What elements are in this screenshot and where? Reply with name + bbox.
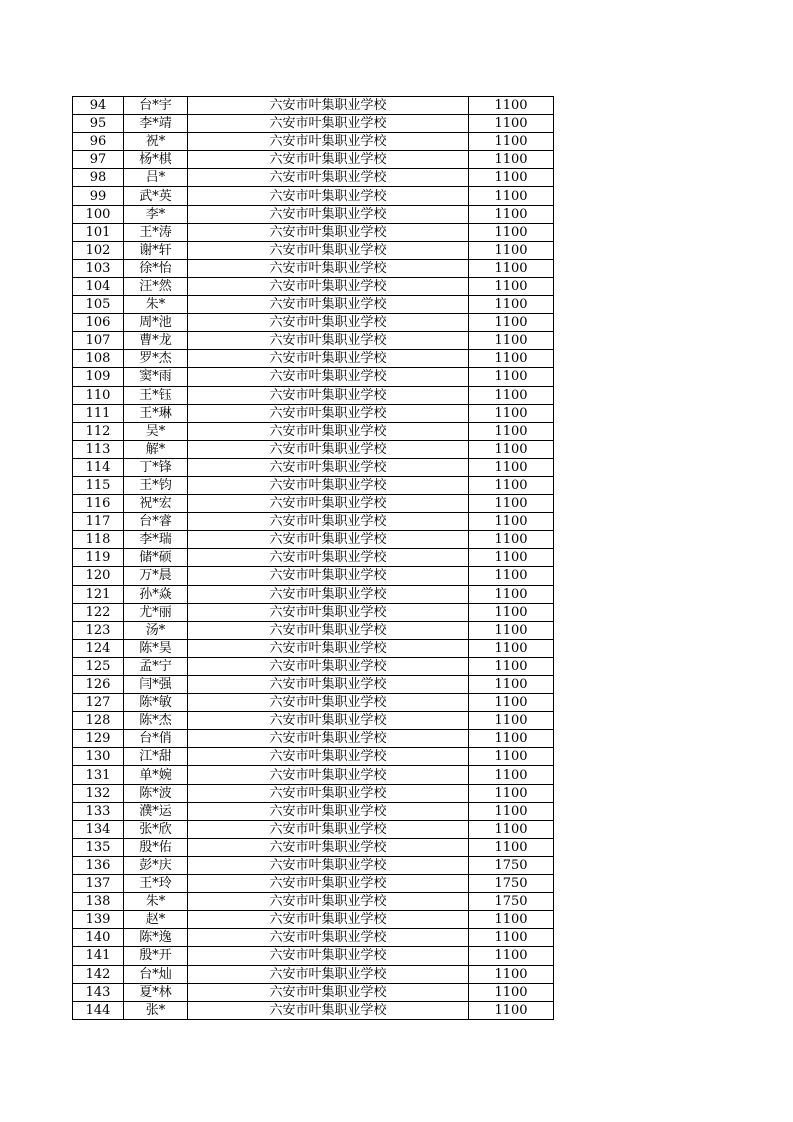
cell-name: 孟*宁 [124, 657, 188, 675]
cell-school: 六安市叶集职业学校 [188, 947, 469, 965]
cell-number: 110 [73, 386, 124, 404]
table-row [73, 730, 554, 748]
cell-amount: 1100 [469, 657, 554, 675]
cell-school: 六安市叶集职业学校 [188, 169, 469, 187]
cell-school: 六安市叶集职业学校 [188, 965, 469, 983]
table-row [73, 802, 554, 820]
cell-number: 136 [73, 856, 124, 874]
cell-name: 吴* [124, 422, 188, 440]
cell-amount: 1100 [469, 513, 554, 531]
cell-name: 陈*昊 [124, 639, 188, 657]
table-row [73, 676, 554, 694]
table-row [73, 440, 554, 458]
cell-amount: 1100 [469, 802, 554, 820]
cell-name: 徐*怡 [124, 259, 188, 277]
cell-school: 六安市叶集职业学校 [188, 404, 469, 422]
cell-number: 131 [73, 766, 124, 784]
table-row [73, 838, 554, 856]
cell-school: 六安市叶集职业学校 [188, 585, 469, 603]
table-row [73, 784, 554, 802]
cell-amount: 1100 [469, 549, 554, 567]
cell-school: 六安市叶集职业学校 [188, 531, 469, 549]
cell-school: 六安市叶集职业学校 [188, 621, 469, 639]
cell-number: 107 [73, 332, 124, 350]
cell-name: 尤*丽 [124, 603, 188, 621]
cell-amount: 1100 [469, 169, 554, 187]
table-row [73, 495, 554, 513]
table-row [73, 694, 554, 712]
cell-amount: 1100 [469, 621, 554, 639]
cell-name: 单*婉 [124, 766, 188, 784]
cell-amount: 1100 [469, 929, 554, 947]
cell-number: 96 [73, 133, 124, 151]
cell-name: 武*英 [124, 187, 188, 205]
cell-name: 陈*敏 [124, 694, 188, 712]
cell-amount: 1100 [469, 639, 554, 657]
cell-school: 六安市叶集职业学校 [188, 712, 469, 730]
cell-name: 万*晨 [124, 567, 188, 585]
cell-number: 105 [73, 296, 124, 314]
table-row [73, 223, 554, 241]
subsidy-table [72, 96, 554, 1020]
cell-name: 祝*宏 [124, 495, 188, 513]
cell-name: 汤* [124, 621, 188, 639]
cell-number: 109 [73, 368, 124, 386]
cell-amount: 1100 [469, 350, 554, 368]
cell-number: 113 [73, 440, 124, 458]
cell-name: 王*钰 [124, 386, 188, 404]
cell-name: 殷*开 [124, 947, 188, 965]
table-row [73, 657, 554, 675]
cell-school: 六安市叶集职业学校 [188, 368, 469, 386]
cell-name: 朱* [124, 893, 188, 911]
cell-name: 王*钧 [124, 476, 188, 494]
cell-number: 139 [73, 911, 124, 929]
cell-school: 六安市叶集职业学校 [188, 151, 469, 169]
cell-number: 138 [73, 893, 124, 911]
cell-number: 124 [73, 639, 124, 657]
cell-name: 彭*庆 [124, 856, 188, 874]
cell-amount: 1750 [469, 893, 554, 911]
cell-amount: 1100 [469, 259, 554, 277]
table-row [73, 639, 554, 657]
cell-amount: 1100 [469, 531, 554, 549]
cell-school: 六安市叶集职业学校 [188, 476, 469, 494]
cell-school: 六安市叶集职业学校 [188, 694, 469, 712]
cell-name: 窦*雨 [124, 368, 188, 386]
cell-amount: 1100 [469, 440, 554, 458]
cell-amount: 1100 [469, 223, 554, 241]
table-row [73, 187, 554, 205]
cell-number: 137 [73, 875, 124, 893]
cell-school: 六安市叶集职业学校 [188, 277, 469, 295]
cell-number: 120 [73, 567, 124, 585]
cell-number: 132 [73, 784, 124, 802]
table-row [73, 151, 554, 169]
cell-school: 六安市叶集职业学校 [188, 259, 469, 277]
table-row [73, 476, 554, 494]
cell-number: 130 [73, 748, 124, 766]
cell-number: 116 [73, 495, 124, 513]
table-row [73, 549, 554, 567]
table-row [73, 513, 554, 531]
cell-school: 六安市叶集职业学校 [188, 133, 469, 151]
cell-school: 六安市叶集职业学校 [188, 983, 469, 1001]
cell-number: 144 [73, 1001, 124, 1019]
cell-amount: 1100 [469, 476, 554, 494]
table-row [73, 404, 554, 422]
cell-amount: 1100 [469, 694, 554, 712]
table-row [73, 820, 554, 838]
cell-name: 丁*锋 [124, 458, 188, 476]
cell-amount: 1100 [469, 585, 554, 603]
cell-amount: 1100 [469, 784, 554, 802]
cell-number: 125 [73, 657, 124, 675]
cell-amount: 1100 [469, 241, 554, 259]
cell-number: 114 [73, 458, 124, 476]
cell-name: 张*欣 [124, 820, 188, 838]
cell-name: 罗*杰 [124, 350, 188, 368]
table-row [73, 947, 554, 965]
table-row [73, 241, 554, 259]
cell-school: 六安市叶集职业学校 [188, 820, 469, 838]
cell-name: 王*玲 [124, 875, 188, 893]
cell-school: 六安市叶集职业学校 [188, 350, 469, 368]
cell-amount: 1100 [469, 1001, 554, 1019]
cell-school: 六安市叶集职业学校 [188, 422, 469, 440]
cell-amount: 1100 [469, 97, 554, 115]
cell-amount: 1100 [469, 911, 554, 929]
table-row [73, 893, 554, 911]
cell-school: 六安市叶集职业学校 [188, 187, 469, 205]
cell-amount: 1100 [469, 205, 554, 223]
cell-name: 李*瑞 [124, 531, 188, 549]
table-row [73, 115, 554, 133]
table-row [73, 296, 554, 314]
cell-name: 吕* [124, 169, 188, 187]
table-row [73, 259, 554, 277]
cell-amount: 1100 [469, 368, 554, 386]
table-row [73, 368, 554, 386]
table-row [73, 621, 554, 639]
cell-school: 六安市叶集职业学校 [188, 549, 469, 567]
cell-school: 六安市叶集职业学校 [188, 241, 469, 259]
cell-amount: 1100 [469, 712, 554, 730]
cell-number: 122 [73, 603, 124, 621]
cell-amount: 1100 [469, 567, 554, 585]
cell-amount: 1100 [469, 386, 554, 404]
cell-school: 六安市叶集职业学校 [188, 603, 469, 621]
cell-name: 陈*波 [124, 784, 188, 802]
table-row [73, 911, 554, 929]
table-row [73, 277, 554, 295]
cell-number: 112 [73, 422, 124, 440]
cell-number: 101 [73, 223, 124, 241]
cell-number: 140 [73, 929, 124, 947]
cell-name: 闫*强 [124, 676, 188, 694]
cell-school: 六安市叶集职业学校 [188, 748, 469, 766]
table-row [73, 386, 554, 404]
cell-number: 128 [73, 712, 124, 730]
table-row [73, 856, 554, 874]
cell-school: 六安市叶集职业学校 [188, 929, 469, 947]
cell-amount: 1750 [469, 856, 554, 874]
cell-amount: 1750 [469, 875, 554, 893]
cell-name: 夏*林 [124, 983, 188, 1001]
cell-number: 142 [73, 965, 124, 983]
cell-school: 六安市叶集职业学校 [188, 458, 469, 476]
cell-school: 六安市叶集职业学校 [188, 314, 469, 332]
cell-school: 六安市叶集职业学校 [188, 332, 469, 350]
cell-school: 六安市叶集职业学校 [188, 657, 469, 675]
cell-number: 141 [73, 947, 124, 965]
cell-name: 台*宇 [124, 97, 188, 115]
table-row [73, 983, 554, 1001]
cell-school: 六安市叶集职业学校 [188, 513, 469, 531]
cell-number: 103 [73, 259, 124, 277]
cell-number: 143 [73, 983, 124, 1001]
cell-amount: 1100 [469, 332, 554, 350]
cell-name: 江*甜 [124, 748, 188, 766]
cell-name: 解* [124, 440, 188, 458]
cell-number: 118 [73, 531, 124, 549]
cell-name: 祝* [124, 133, 188, 151]
cell-school: 六安市叶集职业学校 [188, 296, 469, 314]
cell-amount: 1100 [469, 730, 554, 748]
table-row [73, 929, 554, 947]
cell-number: 99 [73, 187, 124, 205]
cell-school: 六安市叶集职业学校 [188, 567, 469, 585]
cell-name: 陈*逸 [124, 929, 188, 947]
cell-amount: 1100 [469, 133, 554, 151]
cell-school: 六安市叶集职业学校 [188, 639, 469, 657]
cell-amount: 1100 [469, 495, 554, 513]
cell-name: 李* [124, 205, 188, 223]
cell-school: 六安市叶集职业学校 [188, 1001, 469, 1019]
cell-school: 六安市叶集职业学校 [188, 766, 469, 784]
cell-name: 储*硕 [124, 549, 188, 567]
cell-name: 台*俏 [124, 730, 188, 748]
cell-school: 六安市叶集职业学校 [188, 223, 469, 241]
cell-name: 台*灿 [124, 965, 188, 983]
table-row [73, 766, 554, 784]
cell-number: 117 [73, 513, 124, 531]
table-row [73, 169, 554, 187]
cell-school: 六安市叶集职业学校 [188, 838, 469, 856]
cell-name: 李*靖 [124, 115, 188, 133]
cell-name: 赵* [124, 911, 188, 929]
cell-school: 六安市叶集职业学校 [188, 802, 469, 820]
cell-amount: 1100 [469, 748, 554, 766]
table-row [73, 531, 554, 549]
cell-number: 94 [73, 97, 124, 115]
cell-school: 六安市叶集职业学校 [188, 856, 469, 874]
cell-amount: 1100 [469, 296, 554, 314]
cell-amount: 1100 [469, 983, 554, 1001]
table-row [73, 748, 554, 766]
table-row [73, 585, 554, 603]
cell-amount: 1100 [469, 838, 554, 856]
cell-amount: 1100 [469, 766, 554, 784]
cell-school: 六安市叶集职业学校 [188, 730, 469, 748]
cell-school: 六安市叶集职业学校 [188, 676, 469, 694]
table-row [73, 965, 554, 983]
table-row [73, 1001, 554, 1019]
cell-school: 六安市叶集职业学校 [188, 495, 469, 513]
cell-name: 朱* [124, 296, 188, 314]
cell-name: 曹*龙 [124, 332, 188, 350]
cell-school: 六安市叶集职业学校 [188, 911, 469, 929]
cell-amount: 1100 [469, 458, 554, 476]
cell-amount: 1100 [469, 151, 554, 169]
cell-number: 108 [73, 350, 124, 368]
cell-school: 六安市叶集职业学校 [188, 875, 469, 893]
table-row [73, 458, 554, 476]
table-row [73, 567, 554, 585]
table-row [73, 332, 554, 350]
cell-number: 104 [73, 277, 124, 295]
cell-amount: 1100 [469, 187, 554, 205]
table-row [73, 603, 554, 621]
cell-amount: 1100 [469, 676, 554, 694]
cell-number: 134 [73, 820, 124, 838]
cell-name: 周*池 [124, 314, 188, 332]
cell-number: 97 [73, 151, 124, 169]
cell-amount: 1100 [469, 404, 554, 422]
cell-number: 126 [73, 676, 124, 694]
cell-amount: 1100 [469, 965, 554, 983]
table-row [73, 875, 554, 893]
table-row [73, 133, 554, 151]
table-row [73, 712, 554, 730]
cell-number: 102 [73, 241, 124, 259]
cell-name: 汪*然 [124, 277, 188, 295]
cell-number: 133 [73, 802, 124, 820]
cell-amount: 1100 [469, 314, 554, 332]
cell-number: 115 [73, 476, 124, 494]
cell-school: 六安市叶集职业学校 [188, 205, 469, 223]
cell-number: 111 [73, 404, 124, 422]
cell-number: 127 [73, 694, 124, 712]
cell-name: 台*睿 [124, 513, 188, 531]
cell-number: 119 [73, 549, 124, 567]
table-row [73, 97, 554, 115]
cell-school: 六安市叶集职业学校 [188, 97, 469, 115]
cell-amount: 1100 [469, 820, 554, 838]
cell-school: 六安市叶集职业学校 [188, 893, 469, 911]
cell-name: 陈*杰 [124, 712, 188, 730]
cell-school: 六安市叶集职业学校 [188, 784, 469, 802]
table-row [73, 422, 554, 440]
cell-name: 张* [124, 1001, 188, 1019]
cell-name: 孙*焱 [124, 585, 188, 603]
table-body [73, 97, 554, 1020]
table-row [73, 350, 554, 368]
cell-name: 濮*运 [124, 802, 188, 820]
cell-amount: 1100 [469, 277, 554, 295]
cell-name: 殷*佑 [124, 838, 188, 856]
cell-amount: 1100 [469, 947, 554, 965]
cell-name: 王*琳 [124, 404, 188, 422]
cell-school: 六安市叶集职业学校 [188, 386, 469, 404]
cell-number: 123 [73, 621, 124, 639]
cell-school: 六安市叶集职业学校 [188, 440, 469, 458]
table-row [73, 314, 554, 332]
cell-number: 135 [73, 838, 124, 856]
cell-amount: 1100 [469, 115, 554, 133]
cell-number: 121 [73, 585, 124, 603]
cell-amount: 1100 [469, 603, 554, 621]
cell-name: 杨*棋 [124, 151, 188, 169]
cell-number: 129 [73, 730, 124, 748]
cell-number: 100 [73, 205, 124, 223]
table-row [73, 205, 554, 223]
cell-amount: 1100 [469, 422, 554, 440]
cell-name: 王*涛 [124, 223, 188, 241]
cell-name: 谢*轩 [124, 241, 188, 259]
cell-number: 98 [73, 169, 124, 187]
cell-school: 六安市叶集职业学校 [188, 115, 469, 133]
cell-number: 95 [73, 115, 124, 133]
cell-number: 106 [73, 314, 124, 332]
